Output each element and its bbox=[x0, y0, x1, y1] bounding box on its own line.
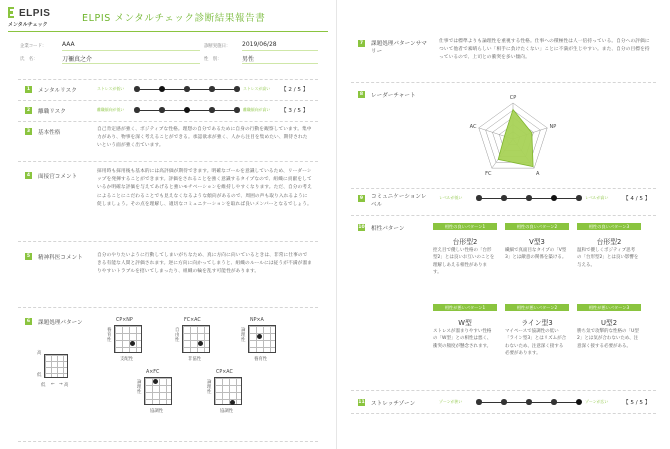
scale-dot-selected bbox=[184, 107, 190, 113]
radar-axis-label: A bbox=[535, 170, 540, 177]
section-compatibility bbox=[351, 215, 656, 390]
info-row-2 bbox=[18, 53, 318, 66]
scale-dot bbox=[501, 399, 506, 404]
section-interviewer-comment bbox=[18, 161, 318, 241]
scale-score: 【 5 / 5 】 bbox=[623, 400, 651, 406]
scale-dot bbox=[184, 86, 189, 91]
good-pattern-name: 台形型2 bbox=[596, 238, 622, 246]
section-basic-personality bbox=[18, 121, 318, 161]
section-badge: 3 bbox=[26, 129, 31, 134]
stretch-zone-scale bbox=[439, 398, 659, 408]
document-title: ELPIS メンタルチェック診断結果報告書 bbox=[82, 13, 266, 24]
section-badge: 2 bbox=[26, 108, 31, 113]
mental-risk-scale bbox=[97, 85, 317, 95]
radar-axis-label: FC bbox=[485, 170, 492, 177]
pattern-dot bbox=[153, 379, 158, 384]
section-badge: 11 bbox=[358, 400, 365, 405]
section-communication-level bbox=[351, 188, 656, 215]
section-turnover-risk bbox=[18, 100, 318, 121]
scale-high-label: ゾーンが広い bbox=[585, 399, 609, 404]
scale-dot bbox=[576, 195, 581, 200]
legend-low-x-label: 低 bbox=[41, 383, 46, 388]
grid-title: NP×A bbox=[250, 318, 264, 323]
section-title: 課題処理パターンサマリー bbox=[371, 41, 427, 55]
task-summary-text: 仕事では標準よりも論理性を重視する性格。仕事への積極性は人一倍持っている。自分への評価について他者で素晴らしい「相手に負けたくない」ことに不満が生じやすい。また、自分の目標を持っているので、上司との衝突を多い傾向。 bbox=[439, 39, 650, 61]
legend-high-x-label: 高 bbox=[64, 383, 69, 388]
bad-pattern-header: 相性が悪いパターン3 bbox=[577, 304, 641, 311]
date-value: 2019/06/28 bbox=[242, 41, 318, 51]
grid-ylabel: 論理性 bbox=[207, 380, 212, 396]
name-value: 刀禰真之介 bbox=[62, 54, 200, 64]
company-code-label: 企業コード： bbox=[20, 44, 47, 49]
section-badge: 10 bbox=[358, 225, 365, 230]
section-title: 面接官コメント bbox=[38, 174, 78, 180]
section-title: 精神科医コメント bbox=[38, 255, 83, 261]
grid-ylabel: 論理性 bbox=[241, 328, 246, 344]
bad-pattern-text: マイペースで協調性の低い「ライン型3」とはリズムが合わないため、注意深く接する必要があります。 bbox=[505, 329, 567, 357]
scale-dot bbox=[526, 399, 531, 404]
grid-xlabel: 非協性 bbox=[188, 357, 202, 362]
scale-dot-selected bbox=[159, 86, 165, 92]
good-pattern-text: 温和で優しくポジティブ思考の「台形型2」とは良い影響を与える。 bbox=[577, 248, 639, 268]
grid-ylabel: 養育性 bbox=[107, 328, 112, 344]
scale-dot bbox=[134, 107, 139, 112]
scale-high-label: ストレスが高い bbox=[243, 86, 271, 91]
section-badge: 8 bbox=[359, 92, 364, 97]
section-task-pattern bbox=[18, 307, 318, 442]
scale-dot bbox=[134, 86, 139, 91]
section-mental-risk bbox=[18, 79, 318, 100]
grid-xlabel: 支配性 bbox=[120, 357, 134, 362]
section-badge: 7 bbox=[359, 41, 364, 46]
section-psychiatrist-comment bbox=[18, 241, 318, 307]
section-title: ストレッチゾーン bbox=[371, 401, 416, 407]
pattern-grid bbox=[248, 325, 276, 353]
interviewer-comment-text: 採用時も採用後も基本的には高評価が期待できます。明確なゴールを意識しているため、リーダーシップを発揮することができます。評価をされることを強く意識するタイプなので、組織に貢献をしているか明確な評価を与えてあげると強いモチベーションを維持しやすくなります。ただ、自分の考えによることにこだわることでも見えなくなるような傾向があるので、周囲の声も取り入れるように促しましょう。その点を理解し、適切なコミュニケーションを取れば良いメンバーとなるでしょう。 bbox=[97, 169, 312, 207]
scale-high-label: レベルが高い bbox=[585, 195, 609, 200]
radar-axis-label: NP bbox=[549, 124, 557, 131]
section-radar-chart bbox=[351, 82, 656, 188]
legend-mid-label: → bbox=[59, 382, 63, 387]
scale-score: 【 4 / 5 】 bbox=[623, 196, 651, 202]
date-label: 診断実施日： bbox=[204, 44, 231, 49]
section-badge: 4 bbox=[26, 173, 31, 178]
elpis-logo bbox=[8, 7, 60, 29]
pattern-dot bbox=[257, 334, 262, 339]
section-title: 課題処理パターン bbox=[38, 320, 83, 326]
section-task-summary bbox=[351, 34, 656, 82]
pattern-dot bbox=[230, 400, 235, 405]
radar-axis-label: CP bbox=[509, 95, 517, 101]
section-title: メンタルリスク bbox=[38, 88, 77, 94]
scale-dot bbox=[234, 86, 239, 91]
pattern-grid bbox=[144, 377, 172, 405]
elpis-logo-icon bbox=[8, 7, 18, 19]
legend-low-label: 低 bbox=[37, 373, 42, 378]
scale-dot bbox=[209, 86, 214, 91]
grid-title: CP×NP bbox=[116, 318, 133, 323]
psychiatrist-comment-text: 自分のやりたいように行動してしまいがちなため、真に方向に向いているときは、非常に仕事のできる有能な人間と評価されます。逆に方向に向かってしまうと、組織のルールには従うが不満が溜まりやすいトラブルを招いてしまったり、組織の輪を乱す可能性があります。 bbox=[97, 253, 312, 275]
section-title: レーダーチャート bbox=[371, 93, 416, 99]
logo-text: ELPIS bbox=[19, 8, 51, 19]
company-code-value: AAA bbox=[62, 41, 200, 51]
pattern-grid bbox=[114, 325, 142, 353]
section-badge: 5 bbox=[26, 254, 31, 259]
good-pattern-header: 相性の良いパターン2 bbox=[505, 223, 569, 230]
scale-dot bbox=[234, 107, 239, 112]
grid-xlabel: 養育性 bbox=[254, 357, 268, 362]
section-title: 離職リスク bbox=[38, 109, 66, 115]
basic-personality-text: 自己肯定感が強く、ポジティブな性格。理想の自分であるために自身の行動を観察しています。集中力があり、物事を深く考えることができる。承認欲求が強く、人から注目を集めたい、期待されたいという面が強く出ています。 bbox=[97, 127, 312, 149]
scale-score: 【 3 / 5 】 bbox=[281, 108, 309, 114]
grid-xlabel: 協調性 bbox=[220, 409, 234, 414]
good-pattern-text: 繊細で真面目なタイプの「V型3」とは敵意の関係を築ける。 bbox=[505, 248, 567, 261]
good-pattern-header: 相性の良いパターン1 bbox=[433, 223, 497, 230]
header-rule bbox=[8, 31, 328, 32]
scale-dot bbox=[209, 107, 214, 112]
pattern-grid bbox=[182, 325, 210, 353]
legend-grid bbox=[44, 354, 68, 378]
scale-low-label: ストレスが低い bbox=[97, 86, 125, 91]
section-stretch-zone bbox=[351, 390, 656, 414]
scale-dot bbox=[476, 399, 481, 404]
scale-low-label: ゾーンが狭い bbox=[439, 399, 463, 404]
good-pattern-name: V型3 bbox=[529, 238, 545, 246]
scale-dot bbox=[159, 107, 164, 112]
legend-arrow-label: ← bbox=[51, 382, 55, 387]
info-row-1 bbox=[18, 40, 318, 53]
section-badge: 6 bbox=[26, 319, 31, 324]
scale-score: 【 2 / 5 】 bbox=[281, 87, 309, 93]
gender-label: 性 別： bbox=[204, 57, 222, 62]
bad-pattern-name: U型2 bbox=[600, 319, 618, 327]
name-label: 氏 名： bbox=[20, 57, 38, 62]
scale-dot bbox=[501, 195, 506, 200]
good-pattern-name: 台形型2 bbox=[452, 238, 478, 246]
communication-level-scale bbox=[439, 194, 659, 204]
bad-pattern-header: 相性が悪いパターン2 bbox=[505, 304, 569, 311]
scale-dot-selected bbox=[551, 195, 557, 201]
scale-dot-selected bbox=[576, 399, 582, 405]
scale-dot bbox=[551, 399, 556, 404]
grid-xlabel: 協調性 bbox=[150, 409, 164, 414]
scale-dot bbox=[476, 195, 481, 200]
scale-low-label: 離職傾向が低い bbox=[97, 107, 125, 112]
section-title: コミュニケーションレベル bbox=[371, 194, 427, 208]
bad-pattern-text: ストレスが溜まりやすい性格の「W型」との相性は悪く、衝突の頻度が懸念されます。 bbox=[433, 329, 492, 349]
grid-title: FC×AC bbox=[184, 318, 201, 323]
section-badge: 1 bbox=[26, 87, 31, 92]
grid-title: CP×AC bbox=[216, 370, 233, 375]
section-badge: 9 bbox=[359, 196, 364, 201]
scale-dot bbox=[526, 195, 531, 200]
bad-pattern-header: 相性が悪いパターン1 bbox=[433, 304, 497, 311]
pattern-dot bbox=[198, 341, 203, 346]
pattern-dot bbox=[130, 341, 135, 346]
scale-high-label: 離職傾向が高い bbox=[243, 107, 271, 112]
grid-title: A×FC bbox=[146, 370, 160, 375]
pattern-grid bbox=[214, 377, 242, 405]
good-pattern-text: 控え目で優しい性格の「台形型2」とは良いお互いのことを理解しあえる相性があります。 bbox=[433, 248, 495, 276]
grid-ylabel: 自由性 bbox=[175, 328, 180, 344]
legend-high-label: 高 bbox=[37, 351, 42, 356]
logo-subtitle: メンタルチェック bbox=[8, 22, 48, 28]
radar-axis-label: AC bbox=[469, 124, 477, 131]
section-title: 基本性格 bbox=[38, 130, 61, 136]
turnover-risk-scale bbox=[97, 106, 317, 116]
bad-pattern-name: ライン型3 bbox=[521, 319, 553, 327]
gender-value: 男性 bbox=[242, 54, 318, 64]
good-pattern-header: 相性の良いパターン3 bbox=[577, 223, 641, 230]
radar-chart bbox=[465, 87, 561, 183]
section-title: 相性パターン bbox=[371, 226, 405, 232]
grid-ylabel: 論理性 bbox=[137, 380, 142, 396]
radar-data-area bbox=[498, 109, 533, 166]
bad-pattern-text: 勝ち気で攻撃的な性格の「U型2」とは気が合わないため、注意深く接する必要がある。 bbox=[577, 329, 639, 349]
right-page bbox=[336, 0, 670, 449]
bad-pattern-name: W型 bbox=[458, 319, 472, 327]
scale-low-label: レベルが低い bbox=[439, 195, 463, 200]
